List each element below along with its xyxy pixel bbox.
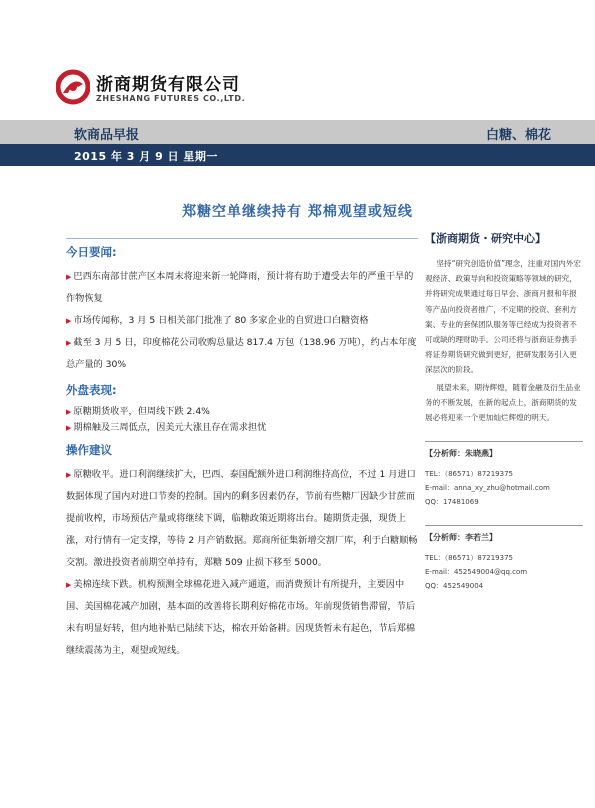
- bullet-icon: ▶: [66, 581, 72, 589]
- sidebar-title: 【浙商期货・研究中心】: [425, 232, 546, 245]
- section-heading-today: 今日要闻:: [66, 245, 117, 259]
- company-logo-icon: [56, 68, 90, 106]
- main-content: [66, 244, 418, 662]
- divider: [66, 238, 418, 239]
- report-title-band: [0, 120, 595, 144]
- report-topic: 白糖、棉花: [485, 128, 551, 143]
- section-heading-advice: 操作建议: [66, 443, 112, 457]
- analyst-card: [425, 525, 583, 593]
- news-item: ▶ 巴西东南部甘蔗产区本周末将迎来新一轮降雨，预计将有助于遭受去年的严重干旱的作物恢复: [66, 271, 414, 304]
- outer-item: ▶ 原糖期货收平，但周线下跌 2.4%: [66, 406, 210, 417]
- bullet-icon: ▶: [66, 408, 72, 416]
- analyst-qq: QQ：17481069: [425, 498, 479, 507]
- sidebar: [425, 230, 583, 593]
- analyst-tel: TEL：（86571）87219375: [425, 470, 513, 479]
- analyst-qq: QQ：452549004: [425, 582, 484, 591]
- news-item: ▶ 截至 3 月 5 日，印度棉花公司收购总量达 817.4 万包（138.96 万吨），约占本年度总产量的 30%: [66, 337, 417, 370]
- section-heading-outer: 外盘表现:: [66, 383, 117, 397]
- headline: 郑糖空单继续持有 郑棉观望或短线: [182, 204, 413, 220]
- company-name-en: ZHESHANG FUTURES CO.,LTD.: [96, 94, 246, 103]
- sidebar-paragraph: 展望未来，期待辉煌，随着金融及衍生品业务的不断发展，在新的起点上，浙商期货的发展必将迎来一个更加灿烂辉煌的明天。: [425, 382, 581, 423]
- advice-item: ▶ 美棉连续下跌。机构预测全球棉花进入减产通道，而消费预计有所提升，主要因中国、美国棉花减产加剧，基本面的改善将长期利好棉花市场。年前现货销售滞留，节后未有明显好转，但内地补贴已陆续下达，棉农开始备耕。因现货暂未有起色，节后郑棉继续震荡为主，观望或短线。: [66, 579, 416, 656]
- analyst-email[interactable]: E-mail：anna_xy_zhu@hotmail.com: [425, 484, 550, 493]
- analyst-card: [425, 441, 583, 509]
- company-name-cn: 浙商期货有限公司: [96, 75, 240, 95]
- bullet-icon: ▶: [66, 273, 72, 281]
- bullet-icon: ▶: [66, 471, 72, 479]
- company-logo: [56, 68, 356, 110]
- report-date: 2015 年 3 月 9 日 星期一: [74, 150, 218, 163]
- analyst-tel: TEL：（86571）87219375: [425, 554, 513, 563]
- news-item: ▶ 市场传闻称，3 月 5 日相关部门批准了 80 多家企业的自贸进口白糖资格: [66, 315, 369, 326]
- report-title: 软商品早报: [74, 128, 140, 143]
- bullet-icon: ▶: [66, 424, 72, 432]
- bullet-icon: ▶: [66, 339, 72, 347]
- date-band: [0, 144, 595, 166]
- analyst-name: 【分析师：朱晓燕】: [425, 449, 497, 459]
- analyst-email[interactable]: E-mail：452549004@qq.com: [425, 568, 528, 577]
- bullet-icon: ▶: [66, 317, 72, 325]
- analyst-name: 【分析师：李若兰】: [425, 533, 497, 543]
- sidebar-paragraph: 坚持“研究创造价值”理念，注重对国内外宏观经济、政策导向和投资策略等领域的研究，并将研究成果通过每日早会、浙商月报和年报等产品向投资者推广，不定期的投资、套利方案、专业的套保团队服务等已经成为投资者不可或缺的理财助手。公司还将与浙商证券携手将证券期货研究做到更好，把研发服务引入更深层次的阶段。: [425, 259, 581, 375]
- outer-item: ▶ 期棉触及三周低点，因美元大涨且存在需求担忧: [66, 422, 267, 433]
- advice-item: ▶ 原糖收平。进口利润继续扩大，巴西、泰国配额外进口利润维持高位，不过 1 月进口数据体现了国内对进口节奏的控制。国内的剩多因素仍存，节前有些糖厂因缺少甘蔗而提前收榨，市场预估产量或将继续下调，临糖政策近期将出台。随期货走强，现货上涨，对行情有一定支撑，等待 2 月产销数据。郑商所征集新增交割厂库，利于白糖顺畅交割。激进投资者前期空单持有，郑糖 509 止损下移至 5000。: [66, 469, 418, 568]
